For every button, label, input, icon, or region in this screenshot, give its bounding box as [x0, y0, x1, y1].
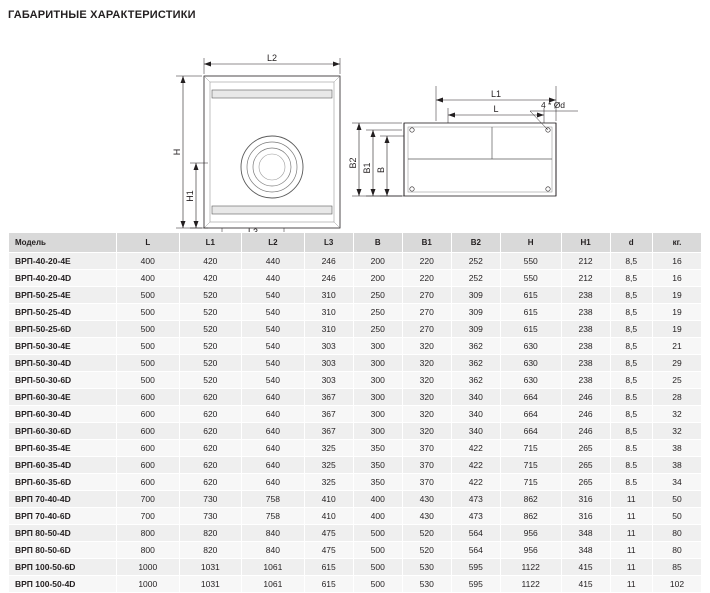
cell-H: 615 — [500, 321, 561, 338]
table-row — [9, 542, 702, 559]
cell-L3: 325 — [304, 474, 353, 491]
cell-H1: 246 — [561, 389, 610, 406]
cell-model: ВРП-50-25-6D — [9, 321, 117, 338]
table-row — [9, 440, 702, 457]
cell-кг.: 29 — [652, 355, 701, 372]
cell-L: 600 — [117, 440, 180, 457]
table-row — [9, 508, 702, 525]
cell-H1: 415 — [561, 559, 610, 576]
cell-d: 8,5 — [610, 355, 652, 372]
cell-L: 600 — [117, 389, 180, 406]
cell-L3: 310 — [304, 304, 353, 321]
cell-B: 500 — [353, 525, 402, 542]
table-row — [9, 270, 702, 287]
cell-L1: 420 — [179, 253, 242, 270]
cell-d: 8,5 — [610, 423, 652, 440]
cell-L: 500 — [117, 372, 180, 389]
cell-L2: 1061 — [242, 559, 305, 576]
col-header-weight: кг. — [652, 233, 701, 253]
cell-H: 615 — [500, 287, 561, 304]
cell-L1: 620 — [179, 457, 242, 474]
cell-B1: 320 — [402, 355, 451, 372]
cell-H: 664 — [500, 423, 561, 440]
cell-L: 600 — [117, 474, 180, 491]
cell-L2: 540 — [242, 372, 305, 389]
cell-model: ВРП-60-35-4D — [9, 457, 117, 474]
cell-model: ВРП-50-30-6D — [9, 372, 117, 389]
cell-L3: 310 — [304, 321, 353, 338]
cell-L: 800 — [117, 542, 180, 559]
cell-кг.: 34 — [652, 474, 701, 491]
cell-model: ВРП-60-35-4E — [9, 440, 117, 457]
label-B: B — [376, 166, 386, 174]
cell-B: 350 — [353, 440, 402, 457]
cell-B2: 595 — [451, 576, 500, 593]
cell-B1: 370 — [402, 457, 451, 474]
table-row — [9, 253, 702, 270]
cell-L2: 440 — [242, 253, 305, 270]
cell-H1: 265 — [561, 474, 610, 491]
cell-model: ВРП-50-30-4D — [9, 355, 117, 372]
cell-L: 500 — [117, 304, 180, 321]
cell-L1: 620 — [179, 423, 242, 440]
cell-d: 11 — [610, 542, 652, 559]
cell-B1: 320 — [402, 389, 451, 406]
cell-кг.: 38 — [652, 440, 701, 457]
cell-B: 300 — [353, 406, 402, 423]
cell-B2: 309 — [451, 321, 500, 338]
cell-L1: 520 — [179, 321, 242, 338]
col-header-L3: L3 — [304, 233, 353, 253]
cell-L2: 640 — [242, 389, 305, 406]
cell-model: ВРП 100-50-4D — [9, 576, 117, 593]
cell-B: 400 — [353, 491, 402, 508]
cell-B: 250 — [353, 287, 402, 304]
table-row — [9, 338, 702, 355]
cell-L2: 758 — [242, 491, 305, 508]
cell-B2: 309 — [451, 304, 500, 321]
cell-B2: 340 — [451, 389, 500, 406]
label-L: L — [493, 104, 499, 114]
col-header-L2: L2 — [242, 233, 305, 253]
table-row — [9, 525, 702, 542]
cell-H: 715 — [500, 474, 561, 491]
cell-H: 550 — [500, 253, 561, 270]
cell-L: 1000 — [117, 576, 180, 593]
cell-L3: 367 — [304, 406, 353, 423]
cell-L2: 640 — [242, 457, 305, 474]
cell-B1: 430 — [402, 508, 451, 525]
table-row — [9, 423, 702, 440]
cell-B1: 370 — [402, 440, 451, 457]
cell-B: 350 — [353, 457, 402, 474]
cell-L1: 1031 — [179, 559, 242, 576]
dimension-drawing — [0, 28, 710, 228]
table-row — [9, 406, 702, 423]
label-H1: H1 — [185, 190, 195, 202]
col-header-B: B — [353, 233, 402, 253]
cell-d: 8,5 — [610, 287, 652, 304]
cell-L2: 640 — [242, 423, 305, 440]
cell-B2: 473 — [451, 508, 500, 525]
cell-L: 400 — [117, 270, 180, 287]
cell-L: 500 — [117, 355, 180, 372]
cell-L2: 440 — [242, 270, 305, 287]
cell-B1: 320 — [402, 406, 451, 423]
cell-B2: 473 — [451, 491, 500, 508]
cell-B1: 530 — [402, 559, 451, 576]
cell-H: 664 — [500, 389, 561, 406]
cell-L: 700 — [117, 508, 180, 525]
cell-B2: 422 — [451, 474, 500, 491]
cell-L: 800 — [117, 525, 180, 542]
table-row — [9, 372, 702, 389]
cell-B2: 340 — [451, 423, 500, 440]
cell-d: 8,5 — [610, 270, 652, 287]
cell-d: 11 — [610, 576, 652, 593]
cell-B1: 220 — [402, 253, 451, 270]
cell-кг.: 32 — [652, 423, 701, 440]
cell-H1: 316 — [561, 491, 610, 508]
cell-d: 8.5 — [610, 474, 652, 491]
cell-B: 400 — [353, 508, 402, 525]
cell-L1: 730 — [179, 491, 242, 508]
cell-L2: 640 — [242, 406, 305, 423]
cell-H: 630 — [500, 355, 561, 372]
cell-B: 300 — [353, 389, 402, 406]
cell-кг.: 16 — [652, 253, 701, 270]
cell-кг.: 16 — [652, 270, 701, 287]
cell-H: 1122 — [500, 576, 561, 593]
col-header-d: d — [610, 233, 652, 253]
cell-B: 300 — [353, 372, 402, 389]
cell-model: ВРП-60-30-4D — [9, 406, 117, 423]
col-header-B2: B2 — [451, 233, 500, 253]
cell-model: ВРП-40-20-4E — [9, 253, 117, 270]
cell-L1: 620 — [179, 440, 242, 457]
cell-d: 8,5 — [610, 406, 652, 423]
cell-кг.: 19 — [652, 321, 701, 338]
cell-d: 8.5 — [610, 389, 652, 406]
table-body — [9, 253, 702, 593]
cell-кг.: 85 — [652, 559, 701, 576]
cell-B1: 320 — [402, 372, 451, 389]
cell-B: 350 — [353, 474, 402, 491]
drawing-svg — [0, 28, 710, 228]
cell-кг.: 38 — [652, 457, 701, 474]
label-H: H — [172, 148, 182, 156]
cell-L3: 303 — [304, 338, 353, 355]
cell-L: 600 — [117, 406, 180, 423]
page-title: ГАБАРИТНЫЕ ХАРАКТЕРИСТИКИ — [8, 9, 196, 21]
col-header-L1: L1 — [179, 233, 242, 253]
col-header-model: Модель — [9, 233, 117, 253]
cell-d: 8,5 — [610, 372, 652, 389]
cell-B: 500 — [353, 576, 402, 593]
cell-H1: 238 — [561, 355, 610, 372]
cell-кг.: 50 — [652, 491, 701, 508]
cell-L2: 540 — [242, 338, 305, 355]
cell-B2: 309 — [451, 287, 500, 304]
cell-H: 862 — [500, 508, 561, 525]
col-header-H1: H1 — [561, 233, 610, 253]
cell-d: 11 — [610, 491, 652, 508]
cell-L3: 310 — [304, 287, 353, 304]
cell-L3: 410 — [304, 491, 353, 508]
cell-B1: 520 — [402, 542, 451, 559]
cell-H1: 212 — [561, 253, 610, 270]
cell-L: 500 — [117, 338, 180, 355]
cell-L: 500 — [117, 321, 180, 338]
cell-L1: 420 — [179, 270, 242, 287]
cell-model: ВРП-40-20-4D — [9, 270, 117, 287]
cell-B: 250 — [353, 304, 402, 321]
cell-B2: 252 — [451, 253, 500, 270]
cell-B1: 370 — [402, 474, 451, 491]
cell-кг.: 19 — [652, 287, 701, 304]
cell-H1: 246 — [561, 423, 610, 440]
cell-L1: 520 — [179, 304, 242, 321]
cell-кг.: 50 — [652, 508, 701, 525]
cell-H: 630 — [500, 338, 561, 355]
cell-model: ВРП 70-40-4D — [9, 491, 117, 508]
cell-L2: 540 — [242, 287, 305, 304]
cell-L1: 820 — [179, 542, 242, 559]
cell-d: 11 — [610, 559, 652, 576]
cell-B2: 564 — [451, 542, 500, 559]
cell-B2: 362 — [451, 372, 500, 389]
cell-B1: 530 — [402, 576, 451, 593]
cell-B: 300 — [353, 423, 402, 440]
cell-H: 862 — [500, 491, 561, 508]
spec-table-container — [8, 232, 702, 593]
cell-B: 500 — [353, 559, 402, 576]
cell-d: 8,5 — [610, 338, 652, 355]
cell-H1: 348 — [561, 525, 610, 542]
table-row — [9, 576, 702, 593]
cell-H1: 265 — [561, 440, 610, 457]
cell-B1: 270 — [402, 304, 451, 321]
cell-L1: 520 — [179, 372, 242, 389]
cell-L3: 475 — [304, 542, 353, 559]
label-L1: L1 — [490, 89, 502, 99]
cell-H1: 212 — [561, 270, 610, 287]
table-row — [9, 474, 702, 491]
cell-model: ВРП-50-30-4E — [9, 338, 117, 355]
cell-L1: 820 — [179, 525, 242, 542]
cell-B1: 320 — [402, 423, 451, 440]
cell-B2: 340 — [451, 406, 500, 423]
cell-L1: 520 — [179, 355, 242, 372]
cell-L3: 246 — [304, 253, 353, 270]
cell-d: 8.5 — [610, 440, 652, 457]
cell-кг.: 32 — [652, 406, 701, 423]
cell-B1: 520 — [402, 525, 451, 542]
cell-L2: 540 — [242, 304, 305, 321]
cell-model: ВРП-50-25-4E — [9, 287, 117, 304]
cell-L2: 640 — [242, 440, 305, 457]
cell-model: ВРП 100-50-6D — [9, 559, 117, 576]
cell-L3: 303 — [304, 372, 353, 389]
cell-L1: 620 — [179, 406, 242, 423]
cell-L1: 620 — [179, 474, 242, 491]
cell-B1: 220 — [402, 270, 451, 287]
cell-L1: 520 — [179, 287, 242, 304]
cell-L2: 758 — [242, 508, 305, 525]
cell-L: 600 — [117, 423, 180, 440]
table-row — [9, 457, 702, 474]
cell-B2: 422 — [451, 440, 500, 457]
table-row — [9, 389, 702, 406]
table-row — [9, 304, 702, 321]
cell-d: 8,5 — [610, 253, 652, 270]
cell-B2: 564 — [451, 525, 500, 542]
cell-L1: 620 — [179, 389, 242, 406]
cell-model: ВРП-50-25-4D — [9, 304, 117, 321]
cell-B: 250 — [353, 321, 402, 338]
cell-H1: 238 — [561, 304, 610, 321]
cell-H: 956 — [500, 542, 561, 559]
cell-H1: 265 — [561, 457, 610, 474]
cell-model: ВРП 80-50-6D — [9, 542, 117, 559]
cell-H1: 238 — [561, 372, 610, 389]
cell-B: 200 — [353, 253, 402, 270]
table-row — [9, 287, 702, 304]
col-header-B1: B1 — [402, 233, 451, 253]
cell-L: 500 — [117, 287, 180, 304]
cell-B1: 270 — [402, 287, 451, 304]
cell-d: 11 — [610, 508, 652, 525]
cell-L3: 303 — [304, 355, 353, 372]
cell-L2: 540 — [242, 321, 305, 338]
cell-L3: 615 — [304, 576, 353, 593]
cell-L3: 325 — [304, 440, 353, 457]
cell-H1: 238 — [561, 321, 610, 338]
cell-B2: 252 — [451, 270, 500, 287]
table-row — [9, 355, 702, 372]
cell-d: 11 — [610, 525, 652, 542]
cell-L3: 410 — [304, 508, 353, 525]
cell-B: 500 — [353, 542, 402, 559]
cell-H: 550 — [500, 270, 561, 287]
cell-model: ВРП-60-35-6D — [9, 474, 117, 491]
cell-L: 400 — [117, 253, 180, 270]
cell-L: 600 — [117, 457, 180, 474]
cell-B1: 430 — [402, 491, 451, 508]
cell-model: ВРП 80-50-4D — [9, 525, 117, 542]
cell-H1: 238 — [561, 338, 610, 355]
cell-L2: 1061 — [242, 576, 305, 593]
cell-L1: 1031 — [179, 576, 242, 593]
cell-d: 8,5 — [610, 304, 652, 321]
table-row — [9, 491, 702, 508]
label-B2: B2 — [348, 157, 358, 169]
cell-L3: 367 — [304, 423, 353, 440]
cell-B2: 362 — [451, 338, 500, 355]
cell-B: 200 — [353, 270, 402, 287]
cell-L1: 730 — [179, 508, 242, 525]
cell-L1: 520 — [179, 338, 242, 355]
cell-L: 700 — [117, 491, 180, 508]
cell-кг.: 102 — [652, 576, 701, 593]
cell-B2: 595 — [451, 559, 500, 576]
cell-L3: 367 — [304, 389, 353, 406]
cell-L3: 475 — [304, 525, 353, 542]
table-row — [9, 321, 702, 338]
cell-L3: 615 — [304, 559, 353, 576]
label-B1: B1 — [362, 162, 372, 174]
cell-H1: 316 — [561, 508, 610, 525]
cell-model: ВРП-60-30-6D — [9, 423, 117, 440]
cell-H1: 246 — [561, 406, 610, 423]
cell-L2: 640 — [242, 474, 305, 491]
cell-B: 300 — [353, 355, 402, 372]
table-row — [9, 559, 702, 576]
cell-L3: 325 — [304, 457, 353, 474]
cell-H1: 348 — [561, 542, 610, 559]
cell-L: 1000 — [117, 559, 180, 576]
cell-d: 8.5 — [610, 457, 652, 474]
cell-H: 715 — [500, 457, 561, 474]
cell-H: 1122 — [500, 559, 561, 576]
cell-кг.: 19 — [652, 304, 701, 321]
col-header-H: H — [500, 233, 561, 253]
cell-кг.: 28 — [652, 389, 701, 406]
spec-table — [8, 232, 702, 593]
cell-L2: 840 — [242, 542, 305, 559]
cell-H: 630 — [500, 372, 561, 389]
cell-d: 8,5 — [610, 321, 652, 338]
cell-кг.: 80 — [652, 525, 701, 542]
cell-L2: 540 — [242, 355, 305, 372]
cell-B1: 270 — [402, 321, 451, 338]
cell-H1: 415 — [561, 576, 610, 593]
cell-L2: 840 — [242, 525, 305, 542]
cell-B2: 422 — [451, 457, 500, 474]
cell-H: 956 — [500, 525, 561, 542]
label-hole-count: 4 * Ød — [540, 100, 566, 110]
cell-L3: 246 — [304, 270, 353, 287]
cell-B1: 320 — [402, 338, 451, 355]
cell-B2: 362 — [451, 355, 500, 372]
col-header-L: L — [117, 233, 180, 253]
cell-кг.: 80 — [652, 542, 701, 559]
cell-model: ВРП 70-40-6D — [9, 508, 117, 525]
cell-B: 300 — [353, 338, 402, 355]
label-L2: L2 — [266, 53, 278, 63]
table-header-row — [9, 233, 702, 253]
cell-model: ВРП-60-30-4E — [9, 389, 117, 406]
cell-H: 664 — [500, 406, 561, 423]
cell-H: 615 — [500, 304, 561, 321]
cell-H1: 238 — [561, 287, 610, 304]
cell-кг.: 21 — [652, 338, 701, 355]
cell-H: 715 — [500, 440, 561, 457]
cell-кг.: 25 — [652, 372, 701, 389]
